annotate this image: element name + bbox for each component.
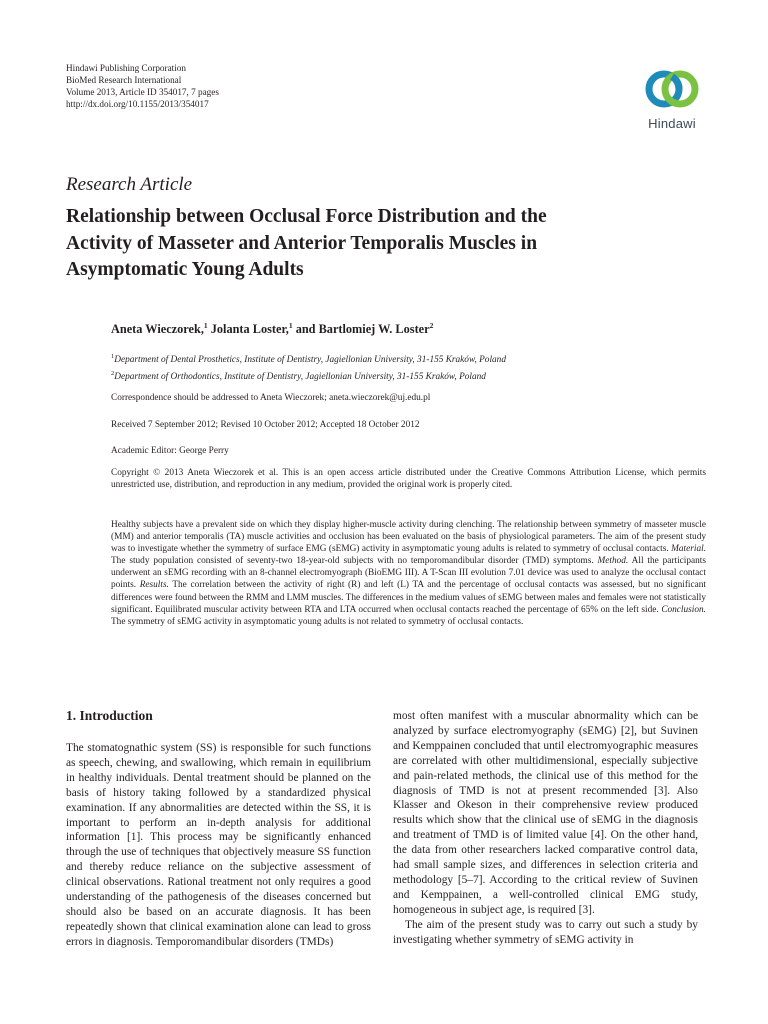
- affiliation-text: Department of Orthodontics, Institute of Dentistry, Jagiellonian University, 31-155 Kraków, Poland: [114, 372, 486, 383]
- abstract-intro: Healthy subjects have a prevalent side on which they display higher-muscle activity during clenching. The relationship between symmetry of masseter muscle (MM) and anterior temporalis (TA) muscle activities and occlusion has been evaluated on the basis of physiological parameters. The aim of the present study was to investigate whether the symmetry of surface EMG (sEMG) activity in asymptomatic young adults is related to symmetry of occlusal contacts.: [111, 520, 706, 555]
- abstract-results: The correlation between the activity of right (R) and left (L) TA and the percentage of occlusal contacts was assessed, but no significant differences were found between the RMM and LMM muscles. The differences in the medium values of sEMG between males and females were not statistically significant. Equilibrated muscular activity between RTA and LTA occurred when occlusal contacts reached the percentage of 65% on the left side.: [111, 580, 706, 615]
- article-dates: Received 7 September 2012; Revised 10 October 2012; Accepted 18 October 2012: [111, 420, 420, 430]
- hindawi-logo-text: Hindawi: [648, 116, 696, 131]
- abstract-material-label: Material.: [671, 544, 707, 555]
- intro-paragraph: The aim of the present study was to carry out such a study by investigating whether symmetry of sEMG activity in: [393, 918, 698, 946]
- author-name: Aneta Wieczorek,: [111, 322, 204, 337]
- author-name: Jolanta Loster,: [210, 322, 289, 337]
- journal-meta: [66, 62, 219, 110]
- abstract-method: All the participants underwent an sEMG recording with an 8-channel electromyograph (BioEMG III). A T-Scan III evolution 7.01 device was used to analyze the occlusal contact points.: [111, 556, 706, 591]
- publisher-name: Hindawi Publishing Corporation: [66, 63, 186, 73]
- affiliation-mark: 1: [111, 353, 115, 360]
- article-title: [66, 204, 666, 284]
- abstract-method-label: Method.: [597, 556, 629, 567]
- title-line: Asymptomatic Young Adults: [66, 259, 304, 280]
- title-line: Activity of Masseter and Anterior Temporalis Muscles in: [66, 232, 538, 254]
- journal-name: BioMed Research International: [66, 75, 182, 85]
- author-name: and Bartlomiej W. Loster: [295, 322, 430, 337]
- abstract: [111, 519, 706, 628]
- affiliation-text: Department of Dental Prosthetics, Institute of Dentistry, Jagiellonian University, 31-155 Kraków, Poland: [114, 355, 506, 366]
- affiliation: [111, 370, 486, 382]
- copyright-notice: Copyright © 2013 Aneta Wieczorek et al. This is an open access article distributed under the Creative Commons Attribution License, which permits unrestricted use, distribution, and reproduction in any medium, provided the original work is properly cited.: [111, 468, 706, 491]
- intro-paragraph: most often manifest with a muscular abnormality which can be analyzed by surface electromyography (sEMG) [2], but Suvinen and Kemppainen concluded that until electromyographic measures are correlated with other multidimensional, especially subjective and pain-related methods, the clinical use of this method for the diagnosis of TMD is not at present recommended [3]. Also Klasser and Okeson in their comprehensive review produced results which show that the clinical use of sEMG in the diagnosis and treatment of TMD is of limited value [4]. On the other hand, the data from other researchers lacked comparative control data, had small sample sizes, and differences in selection criteria and methodology [5–7]. According to the critical review of Suvinen and Kemppainen, a well-controlled clinical EMG study, homogeneous in subject age, is required [3].: [393, 710, 698, 916]
- affiliation-mark: 2: [111, 370, 115, 377]
- author-list: [111, 321, 433, 337]
- intro-left-column: [66, 741, 371, 950]
- intro-paragraph: The stomatognathic system (SS) is responsible for such functions as speech, chewing, and swallowing, which remain in equilibrium in healthy individuals. Dental treatment should be planned on the basis of history taking followed by a standardized physical examination. If any abnormalities are detected within the SS, it is important to perform an in-depth analysis for additional information [1]. This process may be significantly enhanced through the use of techniques that objectively measure SS function and thereby reduce reliance on the subjective assessment of clinical observations. Rational treatment not only requires a good understanding of the pathogenesis of the diseases concerned but should also be based on an accurate diagnosis. It has been repeatedly shown that clinical examination alone can lead to gross errors in diagnosis. Temporomandibular disorders (TMDs): [66, 742, 371, 948]
- doi-link[interactable]: http://dx.doi.org/10.1155/2013/354017: [66, 99, 209, 109]
- intro-right-column: [393, 709, 698, 948]
- abstract-conclusion-label: Conclusion.: [661, 604, 706, 615]
- affiliation: [111, 353, 506, 365]
- section-heading-introduction: 1. Introduction: [66, 708, 153, 723]
- author-affiliation-mark: 1: [203, 321, 208, 330]
- author-affiliation-mark: 2: [429, 321, 434, 330]
- abstract-material: The study population consisted of seventy-two 18-year-old subjects with no temporomandibular disorder (TMD) symptoms.: [111, 556, 594, 567]
- article-type: Research Article: [66, 174, 193, 195]
- title-line: Relationship between Occlusal Force Distribution and the: [66, 206, 547, 227]
- volume-line: Volume 2013, Article ID 354017, 7 pages: [66, 87, 219, 97]
- author-affiliation-mark: 1: [288, 321, 293, 330]
- academic-editor: Academic Editor: George Perry: [111, 446, 229, 456]
- correspondence: Correspondence should be addressed to Aneta Wieczorek; aneta.wieczorek@uj.edu.pl: [111, 393, 431, 403]
- abstract-conclusion: The symmetry of sEMG activity in asymptomatic young adults is not related to symmetry of occlusal contacts.: [111, 616, 524, 627]
- abstract-results-label: Results.: [139, 580, 169, 591]
